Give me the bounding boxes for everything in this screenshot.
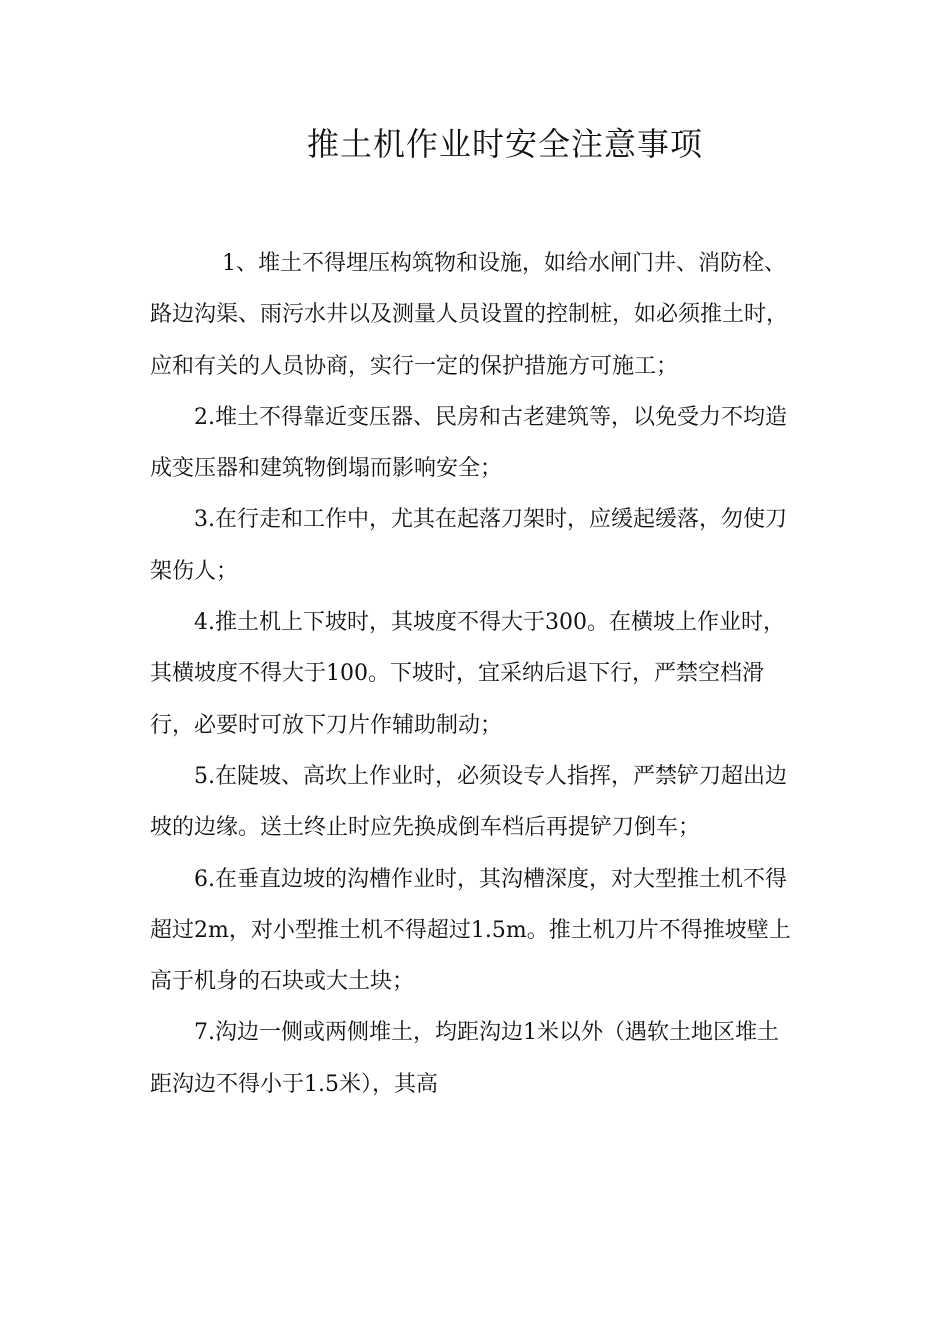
paragraph-4-line-2: 其横坡度不得大于100。下坡时，宜采纳后退下行，严禁空档滑 (150, 661, 764, 687)
paragraph-3-line-1: 3.在行走和工作中，尤其在起落刀架时，应缓起缓落，勿使刀 (194, 507, 787, 533)
document-body (150, 238, 800, 1110)
paragraph-1-line-1: 1、堆土不得埋压构筑物和设施，如给水闸门井、消防栓、 (222, 251, 786, 276)
paragraph-4-line-1: 4.推土机上下坡时，其坡度不得大于300。在横坡上作业时， (194, 610, 785, 636)
paragraph-5-line-2: 坡的边缘。送土终止时应先换成倒车档后再提铲刀倒车； (150, 815, 701, 841)
paragraph-7-line-2: 距沟边不得小于1.5米），其高 (150, 1071, 438, 1097)
paragraph-1-line-2: 路边沟渠、雨污水井以及测量人员设置的控制桩，如必须推土时， (150, 302, 789, 328)
paragraph-6-line-2: 超过2m，对小型推土机不得超过1.5m。推土机刀片不得推坡壁上 (150, 917, 791, 943)
paragraph-7-line-1: 7.沟边一侧或两侧堆土，均距沟边1米以外（遇软土地区堆土 (194, 1020, 779, 1046)
paragraph-4-line-3: 行，必要时可放下刀片作辅助制动； (150, 712, 503, 738)
paragraph-6-line-1: 6.在垂直边坡的沟槽作业时，其沟槽深度，对大型推土机不得 (194, 866, 787, 892)
paragraph-2-line-2: 成变压器和建筑物倒塌而影响安全； (150, 456, 503, 482)
paragraph-3-line-2: 架伤人； (150, 558, 239, 584)
paragraph-2-line-1: 2.堆土不得靠近变压器、民房和古老建筑等，以免受力不均造 (194, 404, 787, 430)
paragraph-1-line-3: 应和有关的人员协商，实行一定的保护措施方可施工； (150, 353, 679, 379)
paragraph-6-line-3: 高于机身的石块或大土块； (150, 969, 415, 995)
document-title: 推土机作业时安全注意事项 (306, 125, 703, 163)
paragraph-5-line-1: 5.在陡坡、高坎上作业时，必须设专人指挥，严禁铲刀超出边 (194, 763, 787, 789)
